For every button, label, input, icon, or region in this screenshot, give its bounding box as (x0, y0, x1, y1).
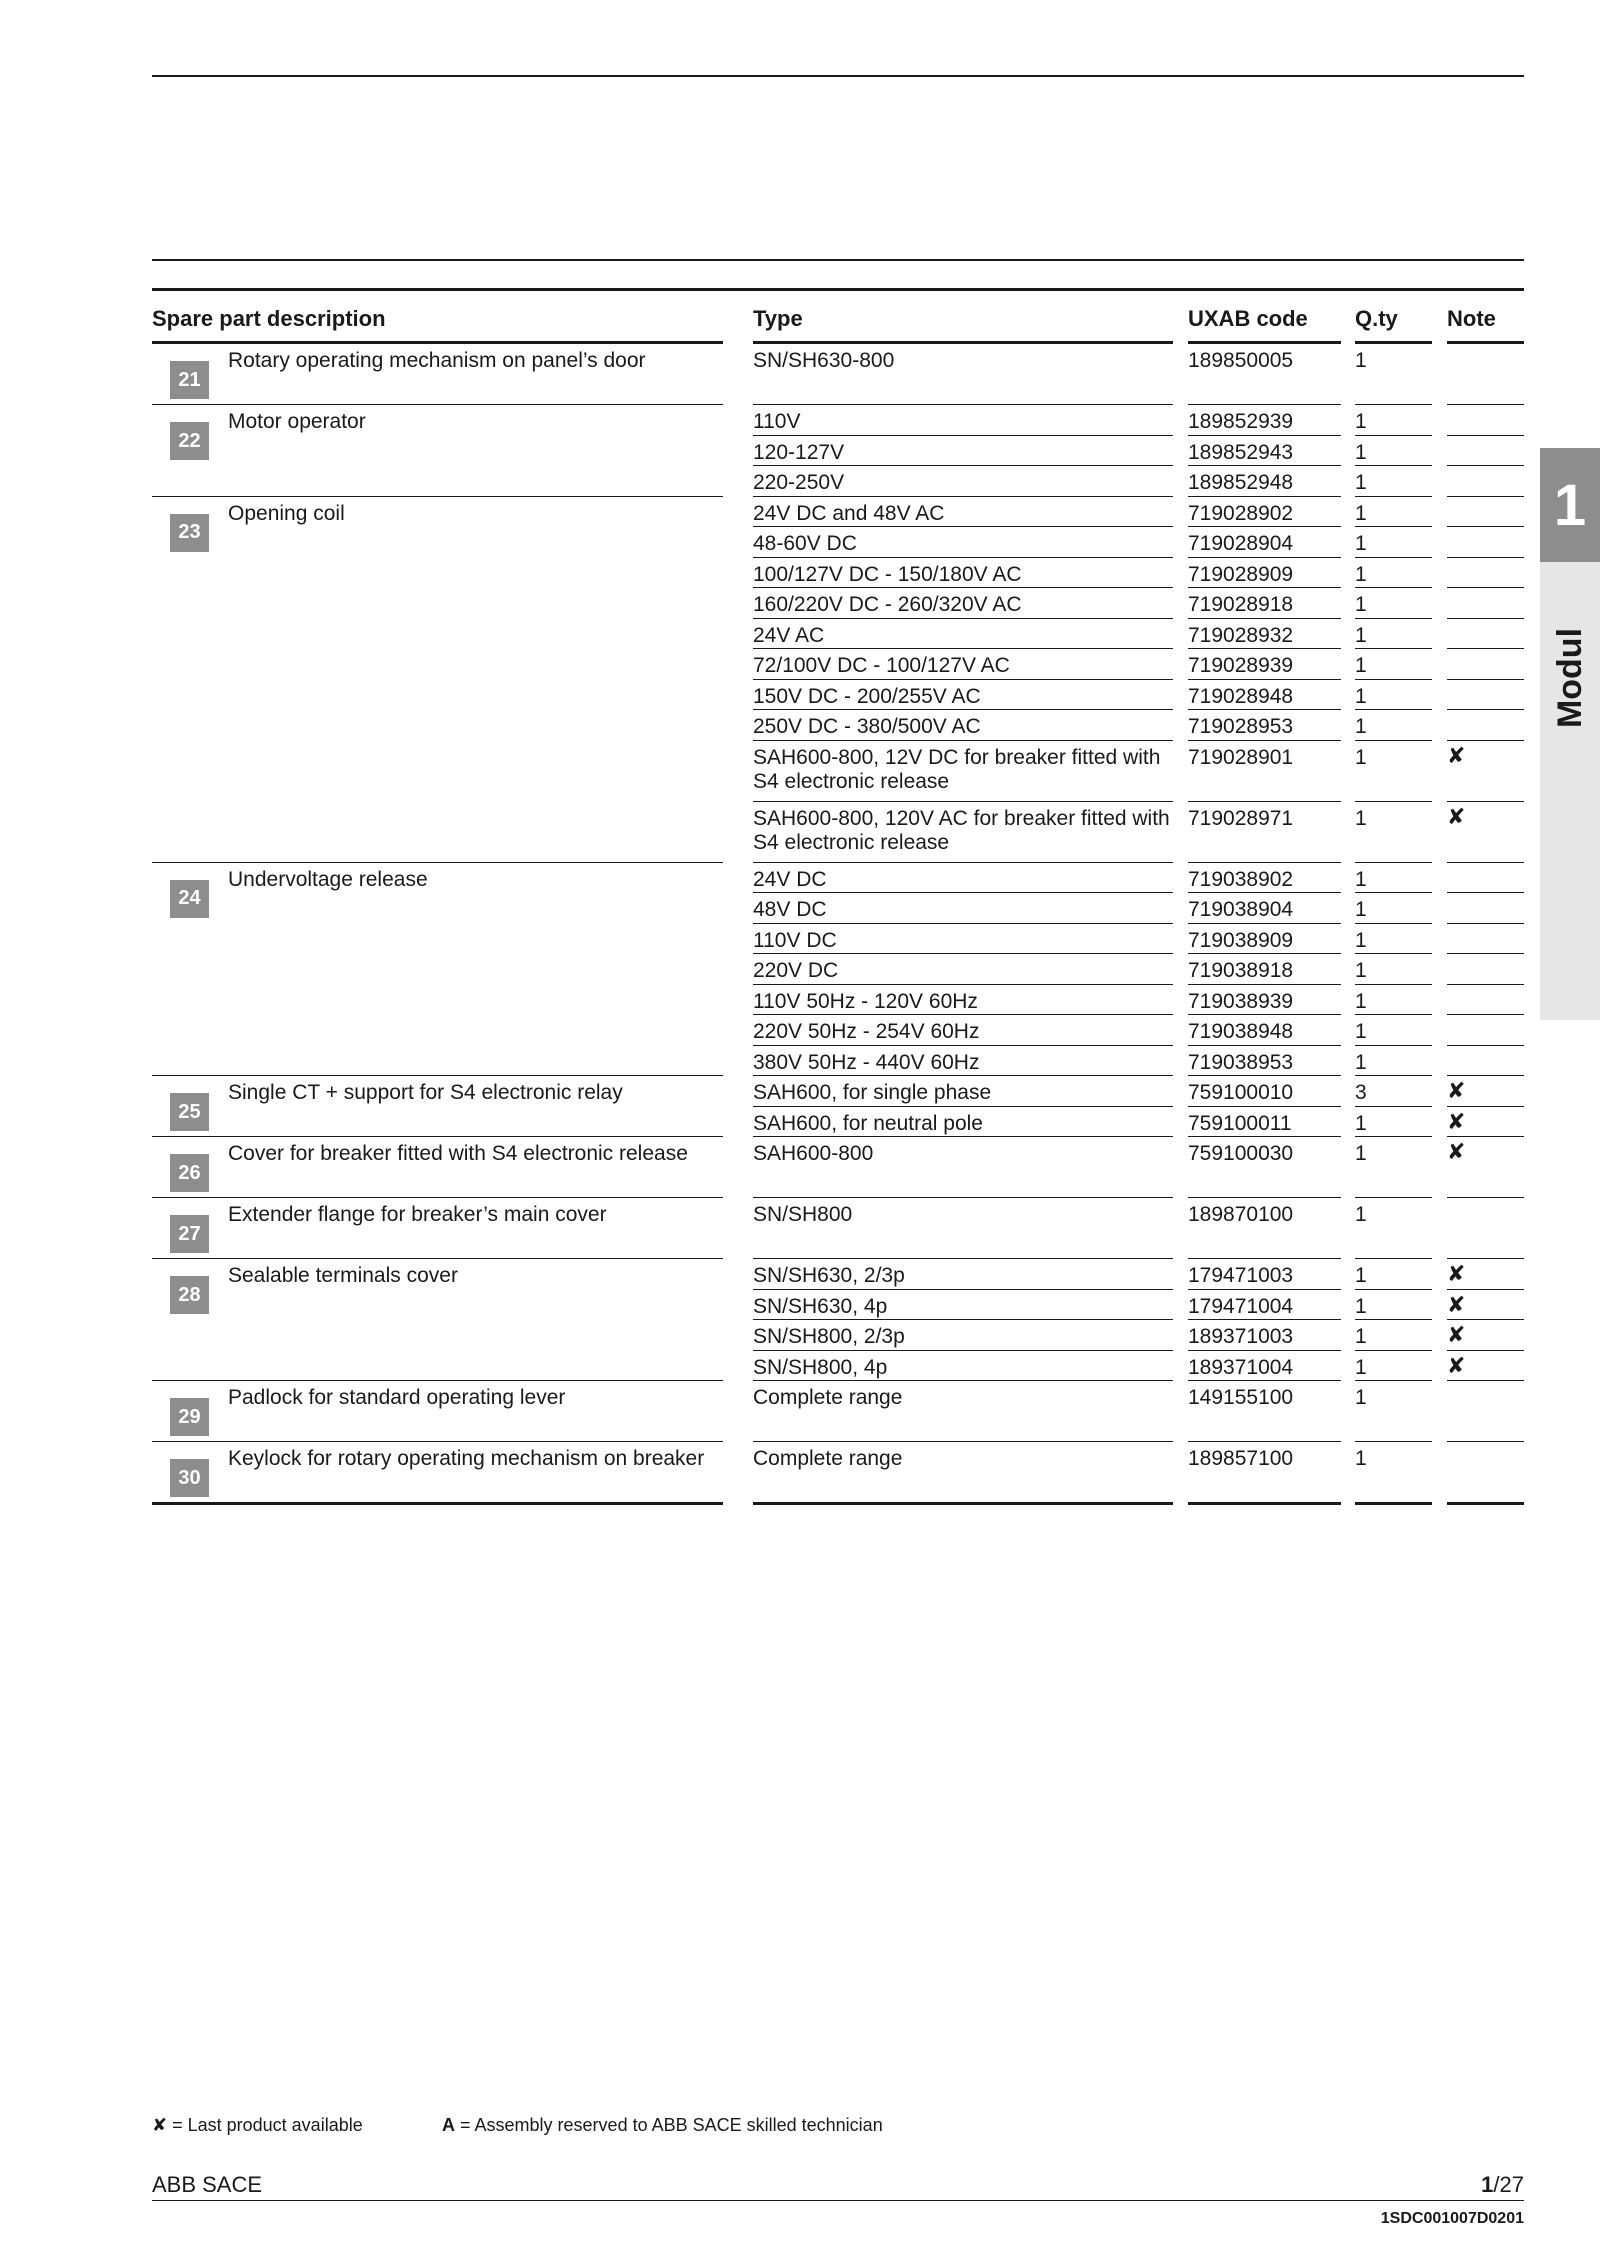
type-cell: SN/SH800, 4p (753, 1355, 888, 1379)
uxab-code-cell: 719028904 (1188, 532, 1294, 555)
uxab-code-cell: 719038939 (1188, 989, 1294, 1013)
uxab-code-cell: 719038953 (1188, 1050, 1294, 1074)
row-separator (1447, 435, 1524, 436)
row-separator (1188, 1197, 1341, 1198)
row-separator (1355, 1380, 1432, 1381)
uxab-code-cell: 719038904 (1188, 898, 1294, 921)
uxab-code-cell: 719028939 (1188, 654, 1294, 677)
row-separator (1188, 496, 1341, 497)
uxab-code-cell: 189852943 (1188, 440, 1294, 464)
row-separator (1447, 1319, 1524, 1320)
part-description: Motor operator (228, 410, 366, 433)
row-separator (1188, 404, 1341, 405)
last-product-mark: ✘ (1447, 1322, 1466, 1347)
type-cell: SN/SH630, 2/3p (753, 1264, 905, 1287)
type-cell: 24V AC (753, 623, 825, 647)
row-separator (1355, 801, 1432, 802)
type-cell: 48V DC (753, 898, 827, 921)
quantity-cell: 1 (1355, 1020, 1367, 1043)
quantity-cell: 1 (1355, 745, 1367, 769)
row-separator (1188, 1258, 1341, 1259)
row-separator (1188, 1319, 1341, 1320)
group-separator (152, 1441, 723, 1442)
row-separator (1188, 709, 1341, 710)
header-rule-code (1188, 341, 1341, 344)
header-description: Spare part description (152, 306, 386, 331)
quantity-cell: 1 (1355, 410, 1367, 433)
row-separator (1188, 1106, 1341, 1107)
row-separator (1188, 587, 1341, 588)
row-separator (753, 679, 1173, 680)
row-separator (1188, 984, 1341, 985)
quantity-cell: 1 (1355, 1294, 1367, 1318)
part-description: Sealable terminals cover (228, 1264, 458, 1287)
item-number-badge: 27 (170, 1215, 209, 1253)
row-separator (753, 1197, 1173, 1198)
row-separator (753, 404, 1173, 405)
row-separator (1447, 465, 1524, 466)
type-cell: 24V DC (753, 867, 827, 891)
type-cell: SAH600-800, 120V AC for breaker fitted with S4 electronic release (753, 806, 1170, 854)
last-product-mark: ✘ (1447, 1291, 1466, 1317)
item-number-badge: 29 (170, 1398, 209, 1436)
uxab-code-cell: 719038948 (1188, 1020, 1294, 1043)
row-separator (1188, 923, 1341, 924)
row-separator (1355, 526, 1432, 527)
row-separator (1447, 557, 1524, 558)
row-separator (1188, 1289, 1341, 1290)
quantity-cell: 1 (1355, 1325, 1367, 1348)
row-separator (1355, 557, 1432, 558)
row-separator (1447, 1258, 1524, 1259)
item-number-badge: 24 (170, 880, 209, 918)
header-rule-type (753, 341, 1173, 344)
item-number-badge: 28 (170, 1276, 209, 1314)
row-separator (1447, 1197, 1524, 1198)
row-separator (1355, 1075, 1432, 1076)
row-separator (1188, 801, 1341, 802)
row-separator (1355, 1014, 1432, 1015)
row-separator (1188, 1441, 1341, 1442)
row-separator (753, 801, 1173, 802)
uxab-code-cell: 189852948 (1188, 471, 1294, 494)
quantity-cell: 1 (1355, 501, 1367, 525)
header-rule-description (152, 341, 723, 344)
last-product-symbol: ✘ (152, 2115, 168, 2135)
quantity-cell: 1 (1355, 1264, 1367, 1287)
row-separator (1447, 923, 1524, 924)
row-separator (1355, 1045, 1432, 1046)
row-separator (1188, 465, 1341, 466)
row-separator (1188, 435, 1341, 436)
assembly-symbol: A (442, 2115, 455, 2135)
row-separator (1355, 1502, 1432, 1505)
header-qty: Q.ty (1355, 306, 1398, 331)
uxab-code-cell: 719028971 (1188, 806, 1294, 830)
uxab-code-cell: 719028948 (1188, 684, 1294, 708)
row-separator (1355, 984, 1432, 985)
row-separator (753, 953, 1173, 954)
part-description: Padlock for standard operating lever (228, 1386, 566, 1409)
type-cell: 24V DC and 48V AC (753, 501, 945, 525)
row-separator (1447, 1441, 1524, 1442)
group-separator (152, 1136, 723, 1137)
row-separator (1447, 984, 1524, 985)
quantity-cell: 1 (1355, 471, 1367, 494)
row-separator (1355, 953, 1432, 954)
type-cell: SN/SH630-800 (753, 349, 895, 372)
type-cell: 160/220V DC - 260/320V AC (753, 593, 1022, 616)
uxab-code-cell: 189852939 (1188, 410, 1294, 433)
row-separator (753, 435, 1173, 436)
quantity-cell: 1 (1355, 898, 1367, 921)
quantity-cell: 1 (1355, 715, 1367, 738)
group-separator (152, 1197, 723, 1198)
row-separator (1447, 618, 1524, 619)
section-rule (152, 259, 1524, 261)
group-separator (152, 404, 723, 405)
row-separator (1355, 1441, 1432, 1442)
row-separator (1355, 923, 1432, 924)
type-cell: Complete range (753, 1447, 903, 1470)
type-cell: SN/SH630, 4p (753, 1294, 888, 1318)
row-separator (1355, 1350, 1432, 1351)
type-cell: 220-250V (753, 471, 845, 494)
quantity-cell: 1 (1355, 654, 1367, 677)
row-separator (1447, 679, 1524, 680)
header-code: UXAB code (1188, 306, 1308, 331)
uxab-code-cell: 189870100 (1188, 1203, 1294, 1226)
row-separator (753, 1075, 1173, 1076)
row-separator (1188, 1075, 1341, 1076)
type-cell: SN/SH800 (753, 1203, 853, 1226)
quantity-cell: 1 (1355, 1111, 1367, 1135)
row-separator (1355, 618, 1432, 619)
row-separator (1355, 587, 1432, 588)
row-separator (1447, 1350, 1524, 1351)
row-separator (1355, 709, 1432, 710)
header-rule-qty (1355, 341, 1432, 344)
row-separator (1447, 1380, 1524, 1381)
quantity-cell: 1 (1355, 1355, 1367, 1379)
row-separator (1355, 740, 1432, 741)
quantity-cell: 1 (1355, 806, 1367, 830)
part-description: Extender flange for breaker’s main cover (228, 1203, 607, 1226)
type-cell: 120-127V (753, 440, 845, 464)
type-cell: 110V 50Hz - 120V 60Hz (753, 989, 978, 1013)
part-description: Single CT + support for S4 electronic relay (228, 1081, 623, 1104)
uxab-code-cell: 719028901 (1188, 745, 1294, 769)
row-separator (753, 1380, 1173, 1381)
row-separator (753, 892, 1173, 893)
row-separator (753, 1258, 1173, 1259)
part-description: Keylock for rotary operating mechanism on breaker (228, 1447, 705, 1470)
type-cell: SAH600, for single phase (753, 1081, 992, 1104)
last-product-mark: ✘ (1447, 1139, 1466, 1164)
row-separator (1355, 496, 1432, 497)
row-separator (753, 648, 1173, 649)
part-description: Cover for breaker fitted with S4 electronic release (228, 1142, 688, 1165)
row-separator (1447, 892, 1524, 893)
row-separator (1355, 1136, 1432, 1137)
row-separator (1355, 435, 1432, 436)
group-separator (152, 1075, 723, 1076)
type-cell: Complete range (753, 1386, 903, 1409)
row-separator (1447, 862, 1524, 863)
type-cell: 150V DC - 200/255V AC (753, 684, 981, 708)
row-separator (1447, 1075, 1524, 1076)
row-separator (1188, 648, 1341, 649)
document-code: 1SDC001007D0201 (1380, 2210, 1524, 2227)
row-separator (753, 1045, 1173, 1046)
row-separator (1447, 953, 1524, 954)
part-description: Rotary operating mechanism on panel’s door (228, 349, 646, 372)
row-separator (1447, 1014, 1524, 1015)
group-separator (152, 1502, 723, 1505)
type-cell: SAH600-800, 12V DC for breaker fitted with S4 electronic release (753, 745, 1161, 793)
quantity-cell: 1 (1355, 867, 1367, 891)
uxab-code-cell: 719028932 (1188, 623, 1294, 647)
row-separator (1447, 801, 1524, 802)
type-cell: SAH600, for neutral pole (753, 1111, 983, 1135)
uxab-code-cell: 179471003 (1188, 1264, 1294, 1287)
row-separator (1355, 404, 1432, 405)
quantity-cell: 1 (1355, 440, 1367, 464)
row-separator (1447, 1136, 1524, 1137)
type-cell: 110V DC (753, 928, 837, 952)
type-cell: SN/SH800, 2/3p (753, 1325, 905, 1348)
quantity-cell: 1 (1355, 532, 1367, 555)
group-separator (152, 862, 723, 863)
row-separator (1447, 587, 1524, 588)
uxab-code-cell: 719038902 (1188, 867, 1294, 891)
row-separator (1188, 1136, 1341, 1137)
uxab-code-cell: 759100010 (1188, 1081, 1294, 1104)
row-separator (1188, 892, 1341, 893)
row-separator (753, 1319, 1173, 1320)
part-description: Opening coil (228, 501, 345, 525)
top-rule (152, 75, 1524, 77)
uxab-code-cell: 189857100 (1188, 1447, 1294, 1470)
page-number (1481, 2172, 1524, 2198)
row-separator (753, 984, 1173, 985)
row-separator (753, 1441, 1173, 1442)
row-separator (1447, 404, 1524, 405)
quantity-cell: 3 (1355, 1081, 1367, 1104)
header-rule-note (1447, 341, 1524, 344)
row-separator (1355, 892, 1432, 893)
row-separator (753, 1106, 1173, 1107)
row-separator (1188, 1380, 1341, 1381)
header-type: Type (753, 306, 803, 331)
row-separator (753, 1502, 1173, 1505)
uxab-code-cell: 189850005 (1188, 349, 1294, 372)
quantity-cell: 1 (1355, 1386, 1367, 1409)
quantity-cell: 1 (1355, 349, 1367, 372)
row-separator (1447, 1106, 1524, 1107)
uxab-code-cell: 759100011 (1188, 1111, 1292, 1135)
last-product-mark: ✘ (1447, 803, 1466, 829)
side-chapter-tab (1540, 448, 1600, 1020)
uxab-code-cell: 719028909 (1188, 562, 1294, 586)
row-separator (1188, 679, 1341, 680)
page-number-page: /27 (1493, 2172, 1524, 2197)
uxab-code-cell: 719038918 (1188, 959, 1294, 982)
type-cell: 380V 50Hz - 440V 60Hz (753, 1050, 980, 1074)
uxab-code-cell: 719028902 (1188, 501, 1294, 525)
row-separator (753, 618, 1173, 619)
type-cell: SAH600-800 (753, 1142, 874, 1165)
row-separator (753, 557, 1173, 558)
footer-brand: ABB SACE (152, 2172, 263, 2197)
type-cell: 110V (753, 410, 801, 433)
quantity-cell: 1 (1355, 989, 1367, 1013)
row-separator (753, 709, 1173, 710)
uxab-code-cell: 719038909 (1188, 928, 1294, 952)
row-separator (1355, 465, 1432, 466)
item-number-badge: 21 (170, 361, 209, 399)
row-separator (1447, 496, 1524, 497)
quantity-cell: 1 (1355, 959, 1367, 982)
uxab-code-cell: 189371003 (1188, 1325, 1294, 1348)
row-separator (1355, 1258, 1432, 1259)
row-separator (753, 496, 1173, 497)
last-product-mark: ✘ (1447, 742, 1466, 768)
row-separator (1447, 526, 1524, 527)
group-separator (152, 496, 723, 497)
uxab-code-cell: 759100030 (1188, 1142, 1294, 1165)
row-separator (1188, 1045, 1341, 1046)
group-separator (152, 1380, 723, 1381)
header-note: Note (1447, 306, 1496, 331)
item-number-badge: 26 (170, 1154, 209, 1192)
row-separator (1188, 1350, 1341, 1351)
row-separator (753, 923, 1173, 924)
row-separator (1447, 1289, 1524, 1290)
uxab-code-cell: 719028918 (1188, 593, 1294, 616)
part-description: Undervoltage release (228, 867, 428, 891)
row-separator (1355, 1106, 1432, 1107)
row-separator (753, 1289, 1173, 1290)
row-separator (1447, 740, 1524, 741)
row-separator (1188, 953, 1341, 954)
row-separator (753, 587, 1173, 588)
page-number-chapter: 1 (1481, 2172, 1494, 2197)
row-separator (753, 1350, 1173, 1351)
quantity-cell: 1 (1355, 593, 1367, 616)
item-number-badge: 22 (170, 422, 209, 460)
row-separator (1188, 862, 1341, 863)
footer-rule (152, 2200, 1524, 2201)
quantity-cell: 1 (1355, 1447, 1367, 1470)
item-number-badge: 30 (170, 1459, 209, 1497)
quantity-cell: 1 (1355, 928, 1367, 952)
quantity-cell: 1 (1355, 1203, 1367, 1226)
row-separator (1355, 679, 1432, 680)
item-number-badge: 23 (170, 514, 209, 552)
last-product-mark: ✘ (1447, 1352, 1466, 1378)
row-separator (1188, 740, 1341, 741)
row-separator (1447, 648, 1524, 649)
row-separator (1188, 618, 1341, 619)
legend-last-product (152, 2114, 363, 2136)
uxab-code-cell: 189371004 (1188, 1355, 1294, 1379)
row-separator (753, 1014, 1173, 1015)
row-separator (1188, 1014, 1341, 1015)
last-product-text: = Last product available (167, 2115, 363, 2135)
row-separator (1355, 648, 1432, 649)
type-cell: 220V 50Hz - 254V 60Hz (753, 1020, 980, 1043)
quantity-cell: 1 (1355, 684, 1367, 708)
row-separator (1447, 1502, 1524, 1505)
quantity-cell: 1 (1355, 1142, 1367, 1165)
row-separator (1447, 1045, 1524, 1046)
last-product-mark: ✘ (1447, 1078, 1466, 1103)
type-cell: 250V DC - 380/500V AC (753, 715, 981, 738)
type-cell: 220V DC (753, 959, 839, 982)
row-separator (753, 526, 1173, 527)
row-separator (1188, 1502, 1341, 1505)
last-product-mark: ✘ (1447, 1108, 1466, 1134)
group-separator (152, 1258, 723, 1259)
item-number-badge: 25 (170, 1093, 209, 1131)
row-separator (753, 740, 1173, 741)
type-cell: 48-60V DC (753, 532, 857, 555)
quantity-cell: 1 (1355, 562, 1367, 586)
last-product-mark: ✘ (1447, 1261, 1466, 1286)
type-cell: 72/100V DC - 100/127V AC (753, 654, 1010, 677)
assembly-text: = Assembly reserved to ABB SACE skilled technician (455, 2115, 883, 2135)
row-separator (753, 1136, 1173, 1137)
row-separator (1355, 1197, 1432, 1198)
legend-assembly (442, 2114, 883, 2136)
quantity-cell: 1 (1355, 623, 1367, 647)
row-separator (1447, 709, 1524, 710)
uxab-code-cell: 149155100 (1188, 1386, 1294, 1409)
row-separator (753, 862, 1173, 863)
uxab-code-cell: 719028953 (1188, 715, 1294, 738)
chapter-label: Modul (1551, 627, 1589, 729)
chapter-number: 1 (1540, 448, 1600, 562)
row-separator (1188, 557, 1341, 558)
quantity-cell: 1 (1355, 1050, 1367, 1074)
type-cell: 100/127V DC - 150/180V AC (753, 562, 1022, 586)
row-separator (1355, 1289, 1432, 1290)
table-top-rule (152, 288, 1524, 291)
row-separator (1355, 1319, 1432, 1320)
uxab-code-cell: 179471004 (1188, 1294, 1294, 1318)
row-separator (1188, 526, 1341, 527)
row-separator (1355, 862, 1432, 863)
row-separator (753, 465, 1173, 466)
